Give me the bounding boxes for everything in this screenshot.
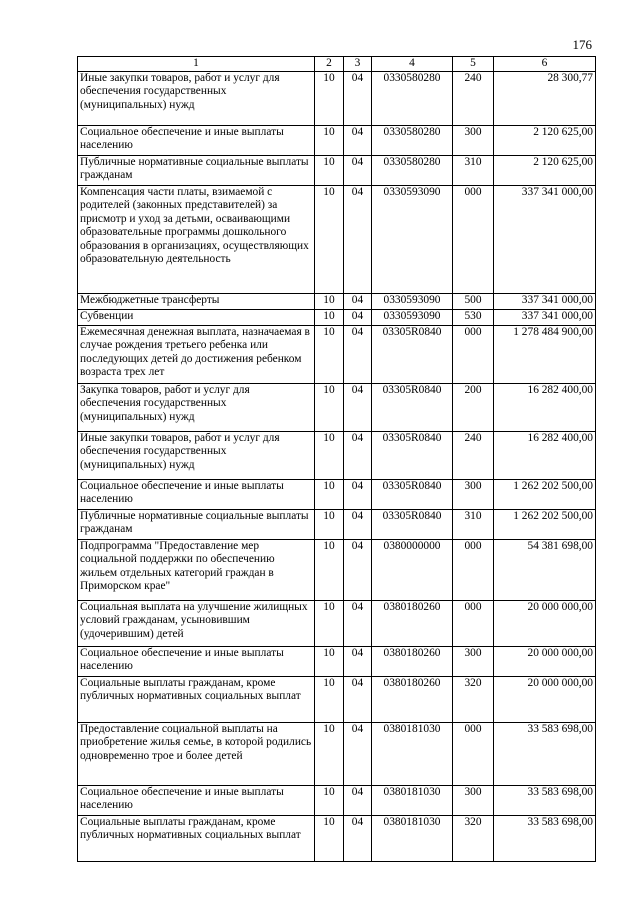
table-row [78, 677, 596, 723]
row-name: Социальная выплата на улучшение жилищных условий гражданам, усыновившим (удочерившим) детей [78, 601, 315, 647]
row-section: 10 [315, 126, 344, 156]
table-row [78, 723, 596, 786]
table-row [78, 432, 596, 480]
row-section: 10 [315, 310, 344, 326]
row-subsection: 04 [344, 786, 372, 816]
row-amount: 20 000 000,00 [494, 677, 596, 723]
row-target-article: 0380180260 [372, 601, 453, 647]
row-target-article: 0330593090 [372, 186, 453, 294]
row-name: Социальное обеспечение и иные выплаты населению [78, 480, 315, 510]
table-row [78, 540, 596, 601]
row-subsection: 04 [344, 480, 372, 510]
row-section: 10 [315, 677, 344, 723]
row-target-article: 03305R0840 [372, 384, 453, 432]
row-expense-type: 320 [453, 677, 494, 723]
row-amount: 337 341 000,00 [494, 294, 596, 310]
row-amount: 33 583 698,00 [494, 816, 596, 862]
row-subsection: 04 [344, 326, 372, 384]
row-target-article: 0330580280 [372, 126, 453, 156]
row-target-article: 0330593090 [372, 294, 453, 310]
row-section: 10 [315, 326, 344, 384]
row-expense-type: 000 [453, 186, 494, 294]
row-expense-type: 200 [453, 384, 494, 432]
row-amount: 20 000 000,00 [494, 647, 596, 677]
table-row [78, 326, 596, 384]
row-subsection: 04 [344, 294, 372, 310]
row-amount: 20 000 000,00 [494, 601, 596, 647]
table-row [78, 786, 596, 816]
row-expense-type: 000 [453, 540, 494, 601]
row-section: 10 [315, 786, 344, 816]
row-expense-type: 300 [453, 786, 494, 816]
row-section: 10 [315, 647, 344, 677]
row-expense-type: 320 [453, 816, 494, 862]
row-name: Закупка товаров, работ и услуг для обеспечения государственных (муниципальных) нужд [78, 384, 315, 432]
row-expense-type: 300 [453, 480, 494, 510]
row-target-article: 0380180260 [372, 677, 453, 723]
row-amount: 1 262 202 500,00 [494, 480, 596, 510]
row-target-article: 0380180260 [372, 647, 453, 677]
row-section: 10 [315, 480, 344, 510]
row-amount: 16 282 400,00 [494, 432, 596, 480]
page-number: 176 [572, 37, 592, 52]
row-name: Субвенции [78, 310, 315, 326]
row-subsection: 04 [344, 126, 372, 156]
table-row [78, 156, 596, 186]
row-subsection: 04 [344, 384, 372, 432]
header-cell-amount: 6 [494, 57, 596, 72]
row-expense-type: 240 [453, 432, 494, 480]
row-subsection: 04 [344, 186, 372, 294]
row-section: 10 [315, 816, 344, 862]
row-expense-type: 530 [453, 310, 494, 326]
table-row [78, 480, 596, 510]
row-amount: 54 381 698,00 [494, 540, 596, 601]
row-name: Публичные нормативные социальные выплаты гражданам [78, 510, 315, 540]
row-target-article: 0380181030 [372, 786, 453, 816]
header-cell-target-article: 4 [372, 57, 453, 72]
row-section: 10 [315, 294, 344, 310]
table-row [78, 310, 596, 326]
row-target-article: 03305R0840 [372, 510, 453, 540]
row-name: Предоставление социальной выплаты на приобретение жилья семье, в которой родились одновременно трое и более детей [78, 723, 315, 786]
row-section: 10 [315, 186, 344, 294]
row-subsection: 04 [344, 723, 372, 786]
row-section: 10 [315, 540, 344, 601]
row-name: Иные закупки товаров, работ и услуг для обеспечения государственных (муниципальных) нужд [78, 72, 315, 126]
row-target-article: 0330580280 [372, 72, 453, 126]
row-name: Социальные выплаты гражданам, кроме публичных нормативных социальных выплат [78, 677, 315, 723]
row-subsection: 04 [344, 156, 372, 186]
header-cell-section: 2 [315, 57, 344, 72]
row-subsection: 04 [344, 677, 372, 723]
row-section: 10 [315, 432, 344, 480]
row-name: Социальное обеспечение и иные выплаты населению [78, 647, 315, 677]
row-target-article: 0330593090 [372, 310, 453, 326]
table-row [78, 126, 596, 156]
row-target-article: 0330580280 [372, 156, 453, 186]
row-subsection: 04 [344, 647, 372, 677]
row-subsection: 04 [344, 540, 372, 601]
row-subsection: 04 [344, 601, 372, 647]
row-section: 10 [315, 510, 344, 540]
row-subsection: 04 [344, 72, 372, 126]
row-expense-type: 310 [453, 510, 494, 540]
table-row [78, 816, 596, 862]
row-amount: 337 341 000,00 [494, 310, 596, 326]
row-target-article: 03305R0840 [372, 432, 453, 480]
header-cell-subsection: 3 [344, 57, 372, 72]
row-name: Иные закупки товаров, работ и услуг для обеспечения государственных (муниципальных) нужд [78, 432, 315, 480]
row-amount: 33 583 698,00 [494, 786, 596, 816]
row-expense-type: 000 [453, 326, 494, 384]
row-name: Подпрограмма "Предоставление мер социальной поддержки по обеспечению жильем отдельных категорий граждан в Приморском крае" [78, 540, 315, 601]
row-section: 10 [315, 156, 344, 186]
row-name: Ежемесячная денежная выплата, назначаемая в случае рождения третьего ребенка или последующих детей до достижения ребенком возраста трех лет [78, 326, 315, 384]
row-name: Межбюджетные трансферты [78, 294, 315, 310]
row-name: Социальное обеспечение и иные выплаты населению [78, 786, 315, 816]
row-amount: 2 120 625,00 [494, 126, 596, 156]
row-amount: 337 341 000,00 [494, 186, 596, 294]
row-expense-type: 500 [453, 294, 494, 310]
row-section: 10 [315, 384, 344, 432]
row-target-article: 0380000000 [372, 540, 453, 601]
header-cell-name: 1 [78, 57, 315, 72]
row-name: Социальное обеспечение и иные выплаты населению [78, 126, 315, 156]
row-amount: 33 583 698,00 [494, 723, 596, 786]
table-row [78, 601, 596, 647]
row-name: Публичные нормативные социальные выплаты гражданам [78, 156, 315, 186]
row-target-article: 03305R0840 [372, 480, 453, 510]
row-target-article: 03305R0840 [372, 326, 453, 384]
row-section: 10 [315, 601, 344, 647]
row-expense-type: 310 [453, 156, 494, 186]
row-expense-type: 000 [453, 601, 494, 647]
row-amount: 1 278 484 900,00 [494, 326, 596, 384]
row-amount: 2 120 625,00 [494, 156, 596, 186]
table-header-row [78, 57, 596, 72]
row-name: Социальные выплаты гражданам, кроме публичных нормативных социальных выплат [78, 816, 315, 862]
table-body [78, 72, 596, 862]
header-cell-expense-type: 5 [453, 57, 494, 72]
row-section: 10 [315, 72, 344, 126]
row-expense-type: 240 [453, 72, 494, 126]
row-amount: 16 282 400,00 [494, 384, 596, 432]
table-row [78, 647, 596, 677]
row-expense-type: 000 [453, 723, 494, 786]
row-expense-type: 300 [453, 647, 494, 677]
budget-table [77, 56, 596, 862]
table-row [78, 186, 596, 294]
row-subsection: 04 [344, 432, 372, 480]
row-subsection: 04 [344, 816, 372, 862]
table-row [78, 384, 596, 432]
row-subsection: 04 [344, 510, 372, 540]
row-target-article: 0380181030 [372, 723, 453, 786]
table-row [78, 294, 596, 310]
table-row [78, 510, 596, 540]
table-row [78, 72, 596, 126]
row-target-article: 0380181030 [372, 816, 453, 862]
row-name: Компенсация части платы, взимаемой с родителей (законных представителей) за присмотр и уход за детьми, осваивающими образовательные программы дошкольного образования в организациях, осуществляющих образовательную деятельность [78, 186, 315, 294]
row-section: 10 [315, 723, 344, 786]
row-amount: 28 300,77 [494, 72, 596, 126]
row-subsection: 04 [344, 310, 372, 326]
row-expense-type: 300 [453, 126, 494, 156]
row-amount: 1 262 202 500,00 [494, 510, 596, 540]
